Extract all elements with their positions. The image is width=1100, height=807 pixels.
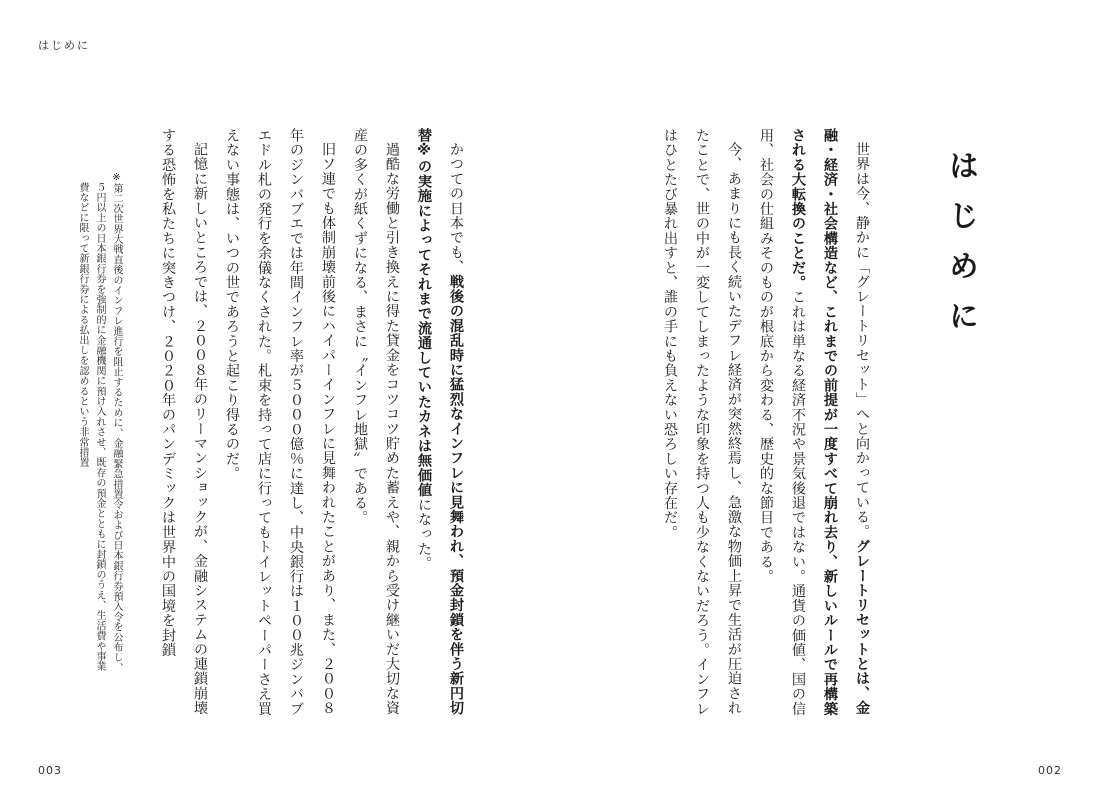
text-run: これは単なる経済不況や景気後退ではない。通貨の価値、国の信用、社会の仕組みそのものが根底から変わる、歴史的な節目である。 xyxy=(758,128,806,717)
chapter-title: はじめに xyxy=(943,150,978,350)
page-number-left: 003 xyxy=(38,764,62,777)
right-page-body xyxy=(654,128,878,728)
footnote xyxy=(74,172,125,692)
bold-text: 戦後の混乱時に猛烈なインフレに見舞われ、預金封鎖を伴う新円切替※の実施によってそれまで流通していたカネは無価値 xyxy=(416,128,464,716)
text-run: かつての日本でも、 xyxy=(448,142,464,275)
footnote-line: ※第二次世界大戦直後のインフレ進行を阻止するために、金融緊急措置令および日本銀行券預入令を公布し、 xyxy=(111,172,122,673)
paragraph: 記憶に新しいところでは、２００８年のリーマンショックが、金融システムの連鎖崩壊する恐怖を私たちに突きつけ、２０２０年のパンデミックは世界中の国境を封鎖 xyxy=(160,128,208,716)
running-head: はじめに xyxy=(38,39,90,52)
paragraph: 過酷な労働と引き換えに得た貸金をコツコツ貯めた蓄えや、親から受け継いだ大切な資産の多くが紙くずになる、まさに〝インフレ地獄〟である。 xyxy=(352,128,400,716)
footnote-line: ５円以上の日本銀行券を強制的に金融機関に預け入れさせ、既存の預金とともに封鎖のうえ、生活費や事業 xyxy=(94,182,105,672)
text-run: になった。 xyxy=(416,497,432,571)
bold-text: グレートリセットとは、金融・経済・社会構造など、これまでの前提が一度すべて崩れ去り、新しいルールで再構築される大転換のことだ。 xyxy=(790,128,870,716)
paragraph: 旧ソ連でも体制崩壊前後にハイパーインフレに見舞われたことがあり、また、２００８年のジンバブエでは年間インフレ率が５０００億％に達し、中央銀行は１００兆ジンバブエドル札の発行を余儀なくされた。札束を持って店に行ってもトイレットペーパーさえ買えない事態は、いつの世であろうと起こり得るのだ。 xyxy=(224,128,336,716)
paragraph xyxy=(750,128,878,728)
text-run: 世界は今、静かに「グレートリセット」へと向かっている。 xyxy=(854,142,870,540)
paragraph: 今、あまりにも長く続いたデフレ経済が突然終焉し、急激な物価上昇で生活が圧迫されたことで、世の中が一変してしまったような印象を持つ人も少なくないだろう。インフレはひとたび暴れ出すと、誰の手にも負えない恐ろしい存在だ。 xyxy=(662,128,742,716)
left-page-body xyxy=(152,128,472,728)
page-number-right: 002 xyxy=(1038,764,1062,777)
footnote-line: 費などに限って新銀行券による払出しを認めるという非常措置 xyxy=(77,182,88,468)
paragraph xyxy=(408,128,472,728)
